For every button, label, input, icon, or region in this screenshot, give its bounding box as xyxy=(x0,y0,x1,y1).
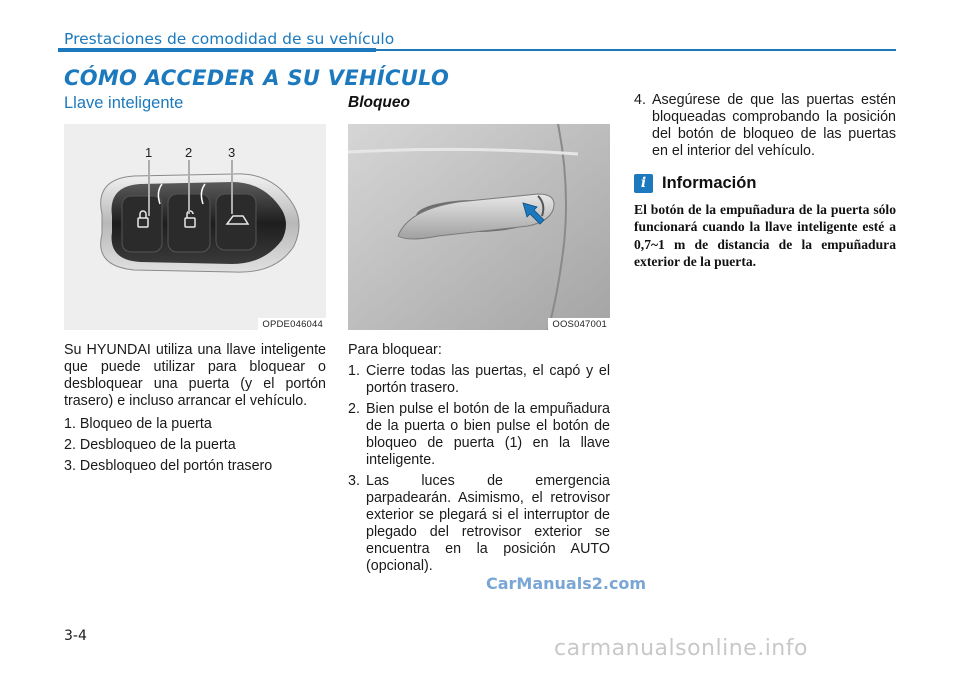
step-number: 3. xyxy=(348,473,360,489)
header-rule-thick xyxy=(58,48,376,52)
info-title: Información xyxy=(662,174,757,192)
step-number: 2. xyxy=(348,401,360,417)
column-smart-key xyxy=(64,92,326,475)
step-number: 4. xyxy=(634,92,646,108)
section-title: Prestaciones de comodidad de su vehículo xyxy=(64,30,395,48)
smart-key-intro: Su HYUNDAI utiliza una llave inteligente que puede utilizar para bloquear o desbloquear una puerta (y el portón trasero) e incluso arrancar el vehículo. xyxy=(64,342,326,409)
step-number: 1. xyxy=(348,363,360,379)
door-handle-figure xyxy=(348,124,610,330)
watermark-link[interactable]: CarManuals2.com xyxy=(486,574,647,593)
callout-1: 1 xyxy=(145,145,153,160)
info-icon: i xyxy=(634,174,653,193)
locking-heading: Bloqueo xyxy=(348,94,410,111)
lock-button xyxy=(122,196,162,252)
list-item: 1. Bloqueo de la puerta xyxy=(64,416,212,432)
smart-key-figure xyxy=(64,124,326,330)
list-item: 2. Desbloqueo de la puerta xyxy=(64,437,236,453)
figure-code: OPDE046044 xyxy=(258,318,326,330)
watermark-footer: carmanualsonline.info xyxy=(554,636,808,661)
header-rule-thin xyxy=(376,49,896,51)
page-title: CÓMO ACCEDER A SU VEHÍCULO xyxy=(64,66,450,90)
locking-steps xyxy=(348,363,610,575)
door-handle-illustration xyxy=(348,124,610,330)
page-number: 3-4 xyxy=(64,628,87,644)
step-text: Asegúrese de que las puertas estén bloqueadas comprobando la posición del botón de bloqueo de las puertas en el interior del vehículo. xyxy=(652,92,896,159)
info-box-header xyxy=(634,174,896,193)
list-item: 3. Desbloqueo del portón trasero xyxy=(64,458,273,474)
list-item xyxy=(348,473,610,575)
locking-steps-continued xyxy=(634,92,896,160)
smart-key-button-list xyxy=(64,416,326,475)
smart-key-heading: Llave inteligente xyxy=(64,94,184,112)
step-text: Cierre todas las puertas, el capó y el portón trasero. xyxy=(366,363,610,396)
step-text: Las luces de emergencia parpadearán. Asimismo, el retrovisor exterior se plegará si el interruptor de plegado del retrovisor exterior se encuentra en la posición AUTO (opcional). xyxy=(366,473,610,574)
column-continued xyxy=(634,92,896,271)
callout-2: 2 xyxy=(185,145,193,160)
locking-intro: Para bloquear: xyxy=(348,342,442,358)
list-item xyxy=(348,363,610,397)
smart-key-illustration xyxy=(64,124,326,330)
tailgate-button xyxy=(216,194,256,250)
column-locking xyxy=(348,92,610,575)
step-text: Bien pulse el botón de la empuñadura de la puerta o bien pulse el botón de bloqueo de puerta (1) en la llave inteligente. xyxy=(366,401,610,468)
info-text: El botón de la empuñadura de la puerta sólo funcionará cuando la llave inteligente esté a 0,7~1 m de distancia de la empuñadura exterior de la puerta. xyxy=(634,202,896,270)
figure-code: OOS047001 xyxy=(548,318,610,330)
callout-3: 3 xyxy=(228,145,236,160)
list-item xyxy=(348,401,610,469)
list-item xyxy=(634,92,896,160)
